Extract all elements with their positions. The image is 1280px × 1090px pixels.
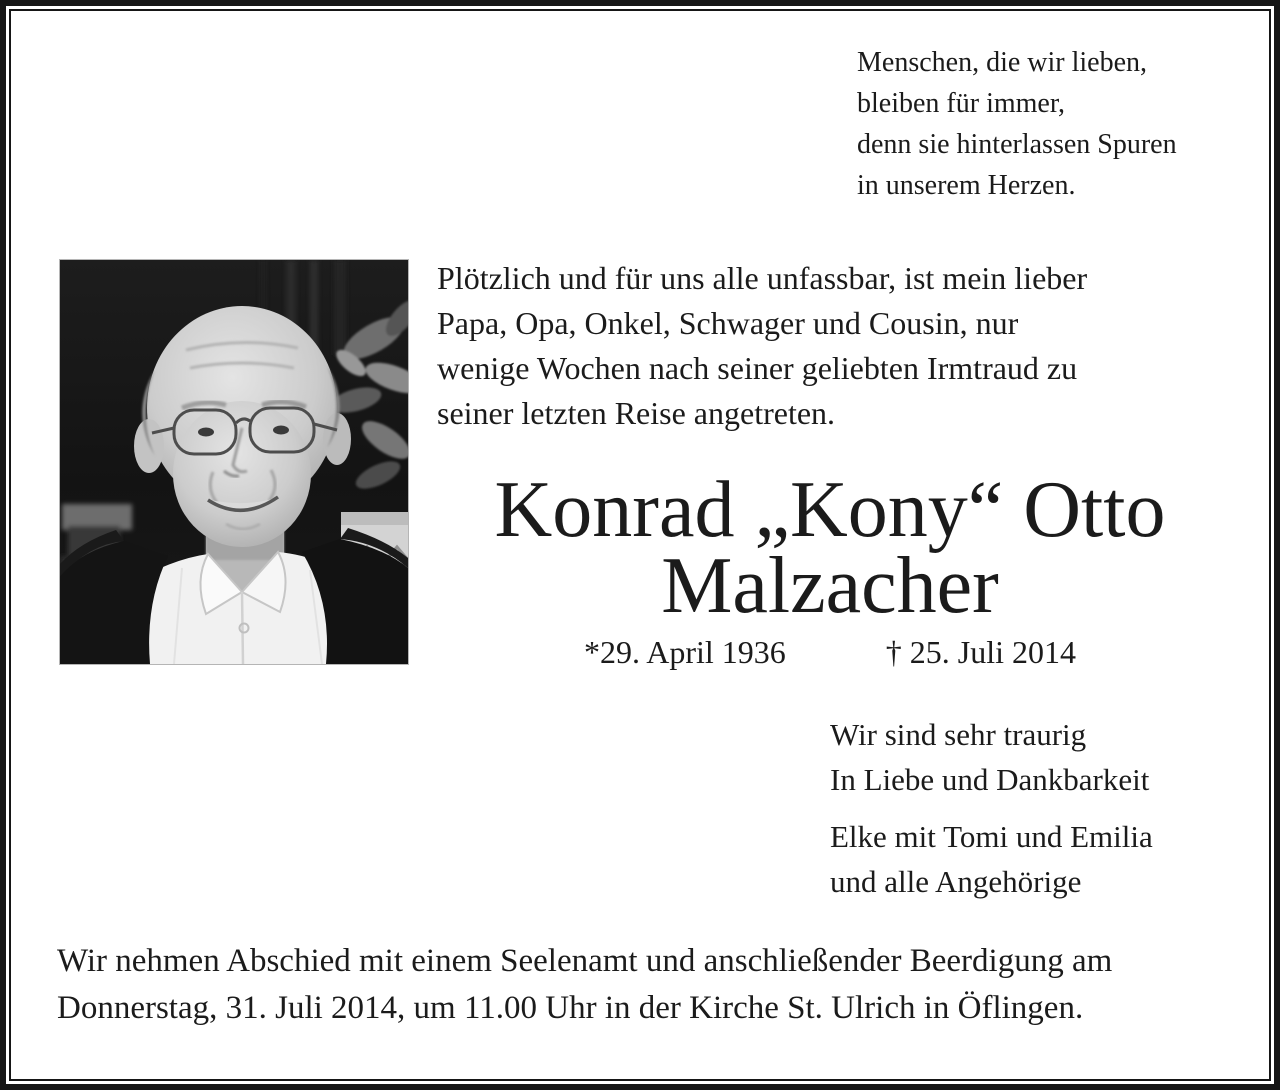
verse-line: Menschen, die wir lieben,: [857, 47, 1148, 78]
memorial-verse: [857, 42, 1177, 206]
deceased-name-line1: Konrad „Kony“ Otto: [494, 466, 1166, 554]
mourners-sentiment: [830, 712, 1153, 802]
verse-line: bleiben für immer,: [857, 88, 1066, 119]
intro-line: Plötzlich und für uns alle unfassbar, ist mein lieber: [437, 260, 1088, 296]
mourners-line: Elke mit Tomi und Emilia: [830, 819, 1153, 854]
death-date: † 25. Juli 2014: [885, 634, 1076, 670]
funeral-line: Donnerstag, 31. Juli 2014, um 11.00 Uhr in der Kirche St. Ulrich in Öflingen.: [57, 990, 1084, 1026]
intro-text: [437, 256, 1087, 436]
portrait-photo: [60, 260, 408, 664]
intro-line: Papa, Opa, Onkel, Schwager und Cousin, nur: [437, 305, 1019, 341]
verse-line: in unserem Herzen.: [857, 170, 1076, 201]
birth-date: *29. April 1936: [583, 634, 786, 670]
verse-line: denn sie hinterlassen Spuren: [857, 129, 1177, 160]
mourners-line: und alle Angehörige: [830, 864, 1082, 899]
funeral-announcement: [57, 938, 1112, 1032]
deceased-name-line2: Malzacher: [661, 542, 999, 630]
intro-line: wenige Wochen nach seiner geliebten Irmtraud zu: [437, 350, 1078, 386]
life-dates: [430, 634, 1230, 670]
mourners-names: [830, 814, 1153, 904]
mourners-block: [830, 712, 1153, 904]
intro-line: seiner letzten Reise angetreten.: [437, 395, 836, 431]
deceased-name-block: [430, 466, 1230, 670]
funeral-line: Wir nehmen Abschied mit einem Seelenamt und anschließender Beerdigung am: [57, 943, 1113, 979]
mourners-line: Wir sind sehr traurig: [830, 717, 1087, 752]
mourners-line: In Liebe und Dankbarkeit: [830, 762, 1150, 797]
